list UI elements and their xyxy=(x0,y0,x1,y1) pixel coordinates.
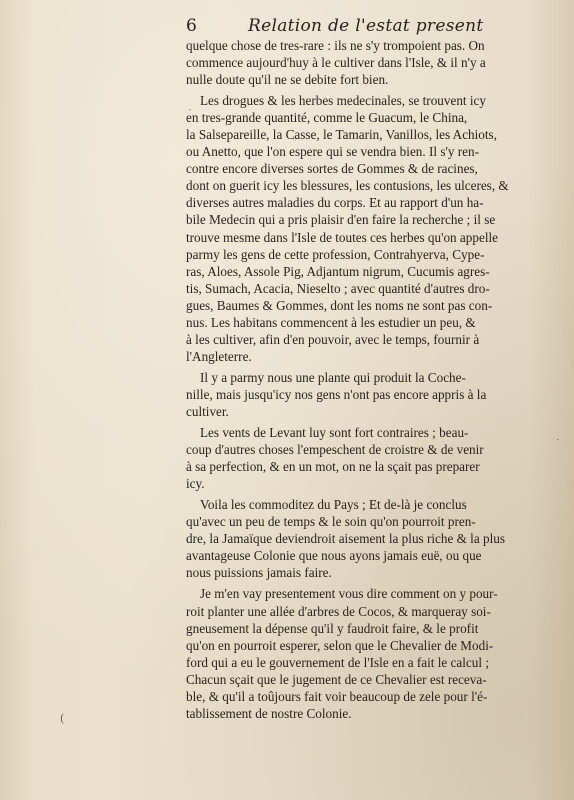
page-header xyxy=(186,16,506,38)
paragraph xyxy=(186,369,546,420)
text-line: Il y a parmy nous une plante qui produit la Coche- xyxy=(200,369,466,385)
text-line: à sa perfection, & en un mot, on ne la sçait pas preparer xyxy=(186,459,480,475)
text-line: roit planter une allée d'arbres de Cocos, & marqueray soi- xyxy=(186,603,491,619)
text-line: gues, Baumes & Gommes, dont les noms ne sont pas con- xyxy=(186,297,493,313)
paragraph xyxy=(186,424,546,492)
text-line: Les drogues & les herbes medecinales, se trouvent icy xyxy=(200,93,487,109)
text-line: icy. xyxy=(186,476,205,492)
text-line: coup d'autres choses l'empeschent de croistre & de venir xyxy=(186,442,484,458)
text-line: Je m'en vay presentement vous dire comment on y pour- xyxy=(200,586,498,602)
text-line: nille, mais jusqu'icy nos gens n'ont pas encore appris à la xyxy=(186,386,487,402)
text-line: tablissement de nostre Colonie. xyxy=(186,705,352,721)
text-line: Voila les commoditez du Pays ; Et de-là je conclus xyxy=(200,497,467,513)
text-line: ras, Aloes, Assole Pig, Adjantum nigrum, Cucumis agres- xyxy=(186,263,490,279)
text-line: bile Medecin qui a pris plaisir d'en faire la recherche ; il se xyxy=(186,212,496,228)
body-text xyxy=(186,37,546,722)
paragraph xyxy=(186,92,546,365)
running-head: Relation de l'estat present xyxy=(248,16,484,36)
text-line: qu'on en pourroit esperer, selon que le Chevalier de Modi- xyxy=(186,637,494,653)
paragraph xyxy=(186,37,546,88)
text-line: contre encore diverses sortes de Gommes & de racines, xyxy=(186,161,478,177)
text-line: parmy les gens de cette profession, Contrahyerva, Cype- xyxy=(186,246,485,262)
text-line: diverses autres maladies du corps. Et au rapport d'un ha- xyxy=(186,195,484,211)
text-line: en tres-grande quantité, comme le Guacum, le China, xyxy=(186,110,468,126)
text-line: cultiver. xyxy=(186,403,229,419)
text-line: commence aujourd'huy à le cultiver dans l'Isle, & il n'y a xyxy=(186,55,486,71)
text-line: trouve mesme dans l'Isle de toutes ces herbes qu'on appelle xyxy=(186,229,498,245)
text-line: ford qui a eu le gouvernement de l'Isle en a fait le calcul ; xyxy=(186,654,489,670)
text-line: ou Anetto, que l'on espere qui se vendra bien. Il s'y ren- xyxy=(186,144,479,160)
text-line: Chacun sçait que le jugement de ce Chevalier est receva- xyxy=(186,671,487,687)
margin-mark: ˎ xyxy=(188,98,192,111)
text-line: gneusement la dépense qu'il y faudroit faire, & le profit xyxy=(186,620,479,636)
page-number: 6 xyxy=(186,16,197,36)
text-line: tis, Sumach, Acacia, Nieselto ; avec quantité d'autres dro- xyxy=(186,280,490,296)
text-line: avantageuse Colonie que nous ayons jamais euë, ou que xyxy=(186,548,482,564)
margin-mark: ( xyxy=(60,712,65,725)
text-line: l'Angleterre. xyxy=(186,348,252,364)
text-line: la Salsepareille, la Casse, le Tamarin, Vanillos, les Achiots, xyxy=(186,127,497,143)
text-line: ble, & qu'il a toûjours fait voir beaucoup de zele pour l'é- xyxy=(186,688,488,704)
paragraph xyxy=(186,585,546,721)
text-line: nulle doute qu'il ne se debite fort bien. xyxy=(186,72,389,88)
text-line: dont on guerit icy les blessures, les contusions, les ulceres, & xyxy=(186,178,509,194)
text-line: dre, la Jamaïque deviendroit aisement la plus riche & la plus xyxy=(186,531,505,547)
text-line: Les vents de Levant luy sont fort contraires ; beau- xyxy=(200,425,469,441)
margin-mark: ˎ xyxy=(556,428,560,441)
paragraph xyxy=(186,496,546,581)
text-line: à les cultiver, afin d'en pouvoir, avec le temps, fournir à xyxy=(186,331,480,347)
text-line: nous puissions jamais faire. xyxy=(186,565,332,581)
text-line: qu'avec un peu de temps & le soin qu'on pourroit pren- xyxy=(186,514,476,530)
text-line: quelque chose de tres-rare : ils ne s'y trompoient pas. On xyxy=(186,38,485,53)
text-line: nus. Les habitans commencent à les estudier un peu, & xyxy=(186,314,476,330)
